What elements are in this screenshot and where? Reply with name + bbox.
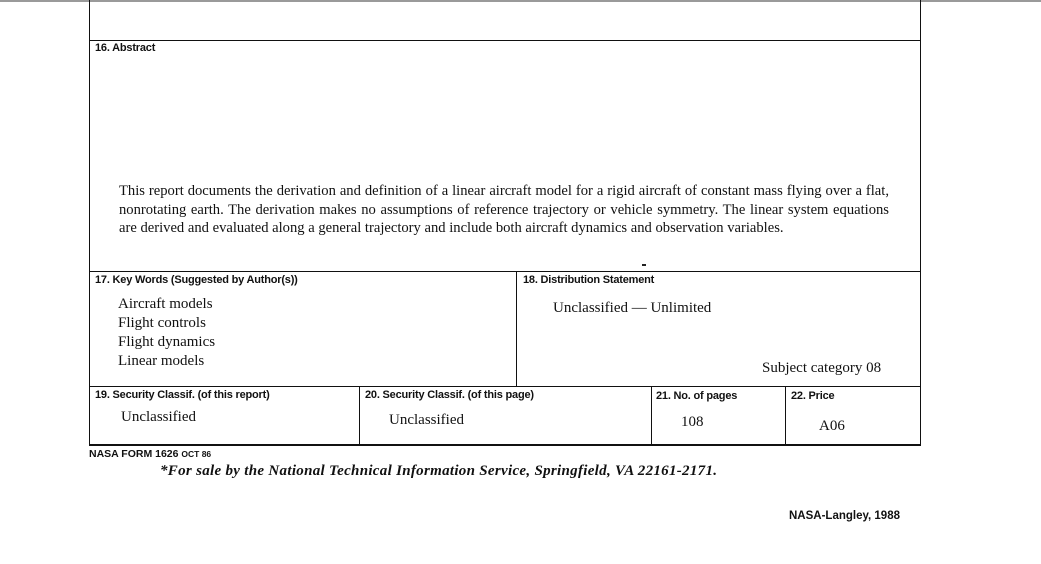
price-value: A06 [819,418,845,434]
price-divider [785,386,786,445]
key-word-item: Flight dynamics [118,334,216,350]
security-page-label: 20. Security Classif. (of this page) [365,389,534,401]
report-documentation-form [89,0,921,446]
scan-speck [642,264,646,266]
pages-value: 108 [681,414,704,430]
security-report-value: Unclassified [121,409,196,425]
subject-category: Subject category 08 [762,360,882,376]
price-label: 22. Price [791,390,835,402]
form-left-border [89,0,90,446]
abstract-top-rule [89,40,921,41]
key-words-label: 17. Key Words (Suggested by Author(s)) [95,274,298,286]
security-report-label: 19. Security Classif. (of this report) [95,389,270,401]
pages-divider [651,386,652,445]
abstract-bottom-rule [89,271,921,272]
key-words-list [118,295,215,371]
abstract-text: This report documents the derivation and definition of a linear aircraft model for a rigid aircraft of constant mass flying over a flat, nonrotating earth. The derivation makes no assumptions of reference trajectory or vehicle symmetry. The linear system equations are derived and evaluated along a general trajectory and include both aircraft dynamics and observation variables. [119,183,889,237]
keywords-divider [516,271,517,387]
keywords-bottom-rule [89,386,921,387]
form-number [89,448,211,460]
pages-label: 21. No. of pages [656,390,738,402]
distribution-label: 18. Distribution Statement [523,274,655,286]
form-right-border [920,0,921,446]
form-date: OCT 86 [181,449,212,459]
key-word-item: Linear models [118,353,205,369]
abstract-label: 16. Abstract [95,42,156,54]
form-id: NASA FORM 1626 [89,448,179,460]
sale-note: *For sale by the National Technical Information Service, Springfield, VA 22161-2171. [160,463,718,479]
imprint: NASA-Langley, 1988 [789,510,900,522]
form-bottom-rule [89,444,921,446]
key-word-item: Flight controls [118,315,206,331]
distribution-statement: Unclassified — Unlimited [553,300,712,316]
security-page-value: Unclassified [389,412,464,428]
security-divider [359,386,360,445]
key-word-item: Aircraft models [118,296,213,312]
